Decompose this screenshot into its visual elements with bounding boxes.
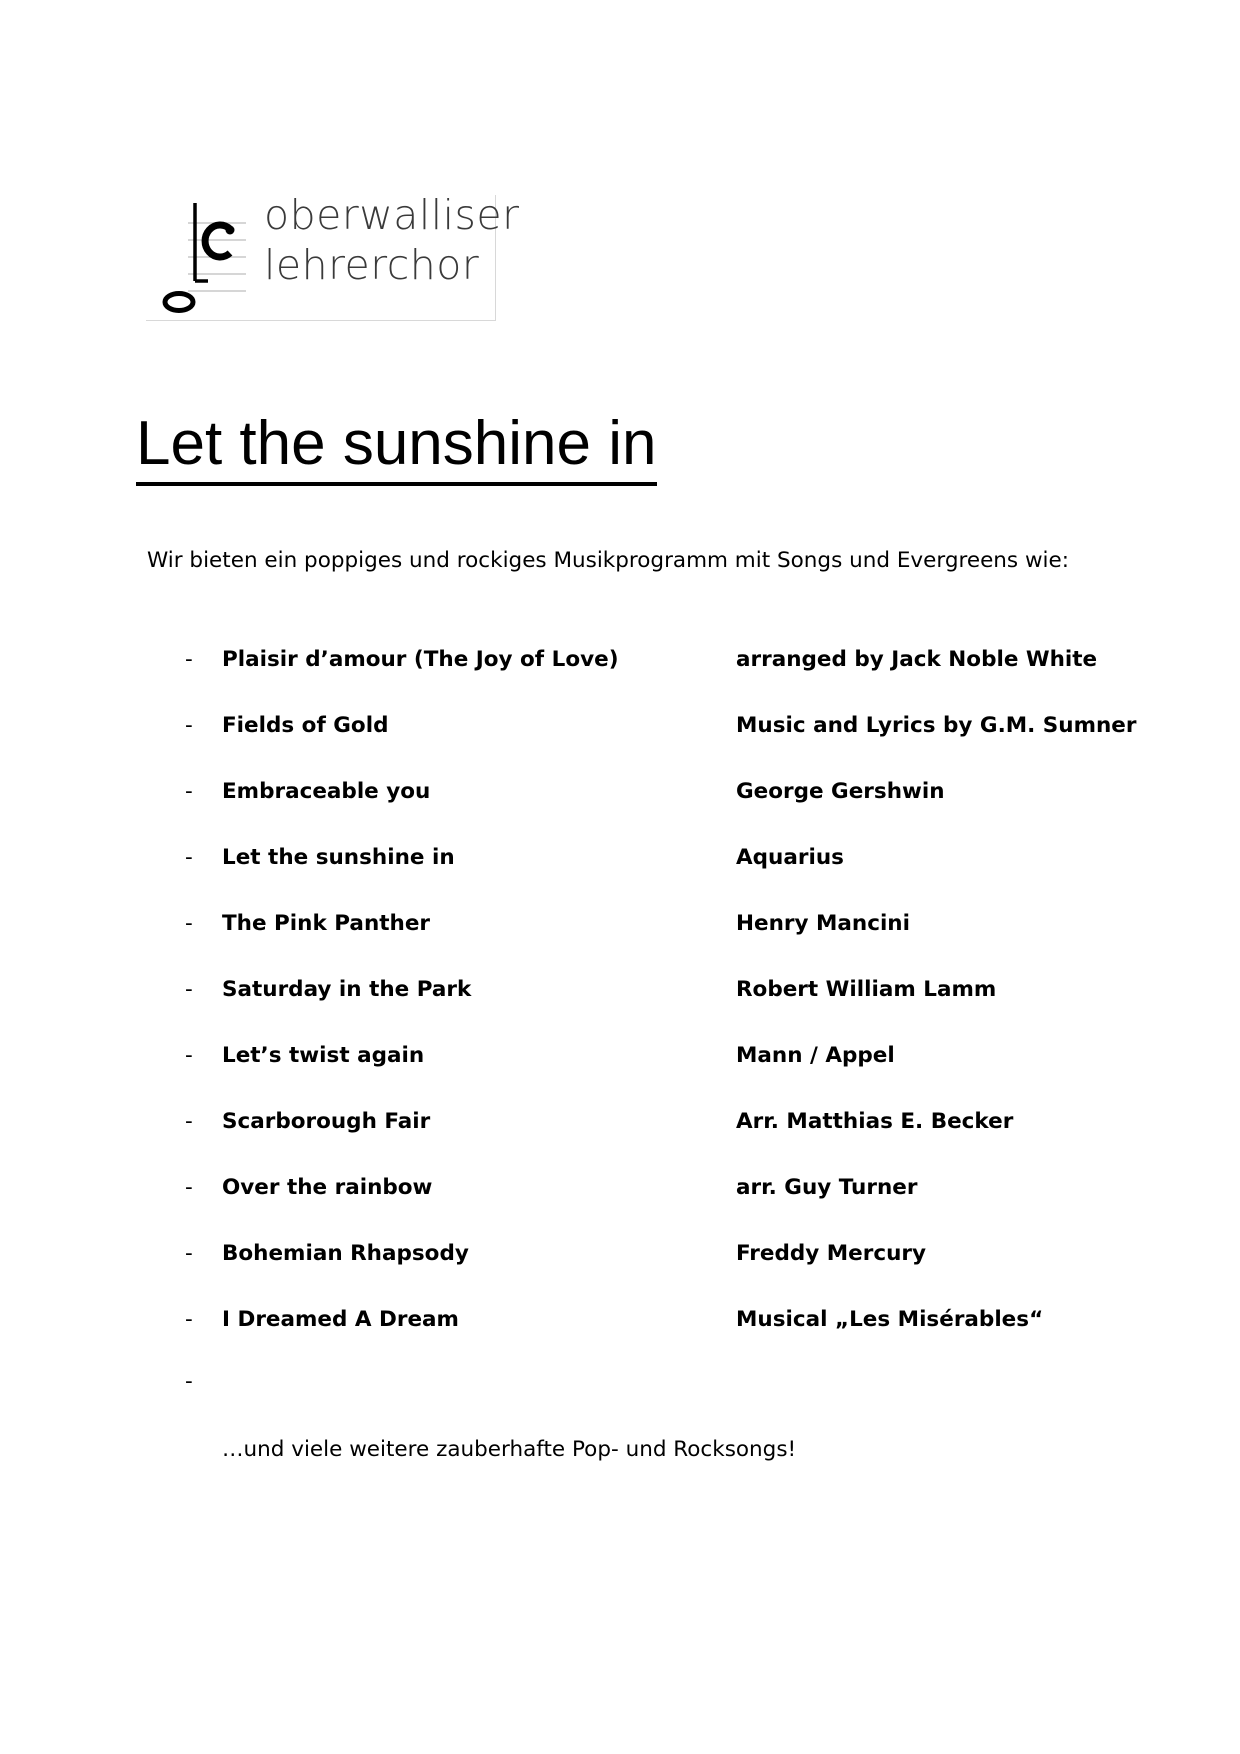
song-credit: Henry Mancini	[736, 911, 910, 936]
bullet-dash: -	[185, 647, 193, 672]
song-list	[0, 648, 1240, 1374]
song-row	[0, 1044, 1240, 1110]
bullet-dash: -	[185, 977, 193, 1002]
song-credit: George Gershwin	[736, 779, 945, 804]
song-row	[0, 1176, 1240, 1242]
outro-text: …und viele weitere zauberhafte Pop- und Rocksongs!	[222, 1437, 797, 1462]
song-title: I Dreamed A Dream	[222, 1307, 459, 1332]
song-row	[0, 1110, 1240, 1176]
bullet-dash: -	[185, 1241, 193, 1266]
song-title: Over the rainbow	[222, 1175, 433, 1200]
choir-logo	[146, 191, 520, 321]
song-title: Let the sunshine in	[222, 845, 455, 870]
song-row	[0, 846, 1240, 912]
song-credit: Mann / Appel	[736, 1043, 895, 1068]
bullet-dash: -	[185, 1043, 193, 1068]
song-credit: Musical „Les Misérables“	[736, 1307, 1044, 1332]
song-row	[0, 912, 1240, 978]
song-title: Plaisir d’amour (The Joy of Love)	[222, 647, 619, 672]
bullet-dash: -	[185, 1175, 193, 1200]
song-row	[0, 1308, 1240, 1374]
song-credit: Arr. Matthias E. Becker	[736, 1109, 1014, 1134]
song-title: Saturday in the Park	[222, 977, 472, 1002]
song-title: The Pink Panther	[222, 911, 431, 936]
song-credit: arr. Guy Turner	[736, 1175, 918, 1200]
bullet-dash: -	[185, 779, 193, 804]
bullet-dash: -	[185, 845, 193, 870]
song-row	[0, 714, 1240, 780]
song-credit: arranged by Jack Noble White	[736, 647, 1098, 672]
intro-text: Wir bieten ein poppiges und rockiges Musikprogramm mit Songs und Evergreens wie:	[147, 548, 1069, 573]
bullet-dash: -	[185, 1307, 193, 1332]
song-credit: Music and Lyrics by G.M. Sumner	[736, 713, 1137, 738]
logo-text-line2: lehrerchor	[264, 241, 480, 289]
bullet-dash: -	[185, 713, 193, 738]
song-title: Bohemian Rhapsody	[222, 1241, 469, 1266]
song-title: Let’s twist again	[222, 1043, 425, 1068]
song-title: Scarborough Fair	[222, 1109, 431, 1134]
bullet-dash: -	[185, 1109, 193, 1134]
empty-bullet-dash: -	[185, 1369, 193, 1394]
song-title: Fields of Gold	[222, 713, 389, 738]
song-credit: Freddy Mercury	[736, 1241, 927, 1266]
song-row	[0, 1242, 1240, 1308]
music-notation-icon	[146, 195, 264, 321]
song-row	[0, 978, 1240, 1044]
page-title: Let the sunshine in	[136, 410, 657, 486]
logo-text-line1: oberwalliser	[264, 191, 520, 239]
song-row	[0, 648, 1240, 714]
song-row	[0, 780, 1240, 846]
bullet-dash: -	[185, 911, 193, 936]
song-title: Embraceable you	[222, 779, 431, 804]
song-credit: Robert William Lamm	[736, 977, 997, 1002]
song-credit: Aquarius	[736, 845, 844, 870]
